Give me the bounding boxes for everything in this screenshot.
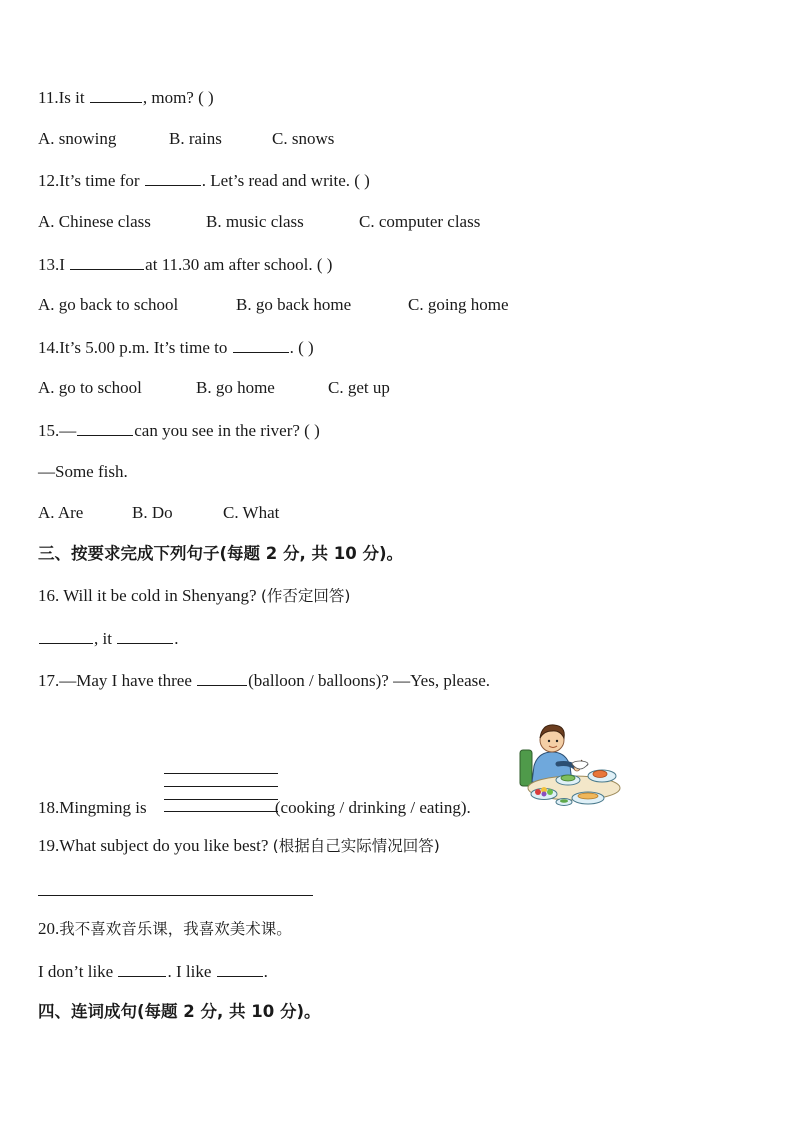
q15-options bbox=[38, 502, 279, 524]
question-18 bbox=[38, 797, 471, 819]
q12-option-c[interactable]: C. computer class bbox=[359, 212, 481, 231]
q15-answer: —Some fish. bbox=[38, 462, 128, 481]
q12-suffix: . Let’s read and write. ( ) bbox=[201, 171, 370, 190]
q12-options bbox=[38, 211, 480, 233]
q20-en-mid: . I like bbox=[167, 962, 216, 981]
q13-suffix: at 11.30 am after school. ( ) bbox=[145, 255, 333, 274]
q12-prefix: 12.It’s time for bbox=[38, 171, 144, 190]
q20-en-prefix: I don’t like bbox=[38, 962, 118, 981]
question-17 bbox=[38, 669, 490, 692]
q11-option-b[interactable]: B. rains bbox=[169, 129, 222, 148]
q11-option-c[interactable]: C. snows bbox=[272, 129, 335, 148]
q16-text: 16. Will it be cold in Shenyang? bbox=[38, 586, 261, 605]
q18-suffix: (cooking / drinking / eating). bbox=[274, 798, 471, 817]
q17-blank[interactable] bbox=[197, 669, 247, 686]
q15-suffix: can you see in the river? ( ) bbox=[134, 421, 320, 440]
q13-option-a[interactable]: A. go back to school bbox=[38, 295, 179, 314]
q16-answer-line bbox=[38, 627, 178, 650]
q14-prefix: 14.It’s 5.00 p.m. It’s time to bbox=[38, 338, 232, 357]
q20-num: 20. bbox=[38, 919, 60, 938]
q16-answer-mid: , it bbox=[94, 629, 117, 648]
q15-option-c[interactable]: C. What bbox=[223, 503, 280, 522]
q20-chinese: 我不喜欢音乐课，我喜欢美术课。 bbox=[59, 920, 292, 938]
q12-option-a[interactable]: A. Chinese class bbox=[38, 212, 151, 231]
q15-option-b[interactable]: B. Do bbox=[132, 503, 173, 522]
question-19 bbox=[38, 835, 440, 857]
q14-options bbox=[38, 377, 390, 399]
q17-prefix: 17.—May I have three bbox=[38, 671, 197, 690]
q11-options bbox=[38, 128, 334, 150]
q18-prefix: 18.Mingming is bbox=[38, 798, 151, 817]
q14-blank[interactable] bbox=[233, 336, 289, 353]
q20-answer-line bbox=[38, 960, 268, 983]
q19-text: 19.What subject do you like best? bbox=[38, 836, 273, 855]
q13-options bbox=[38, 294, 509, 316]
q14-option-c[interactable]: C. get up bbox=[328, 378, 390, 397]
q15-blank[interactable] bbox=[77, 419, 133, 436]
q14-option-a[interactable]: A. go to school bbox=[38, 378, 142, 397]
q12-blank[interactable] bbox=[145, 169, 201, 186]
q19-note: (根据自己实际情况回答) bbox=[272, 837, 440, 855]
question-11 bbox=[38, 86, 214, 109]
q15-prefix: 15.— bbox=[38, 421, 77, 440]
q15-option-a[interactable]: A. Are bbox=[38, 503, 84, 522]
question-20 bbox=[38, 918, 292, 940]
question-12 bbox=[38, 169, 370, 192]
q16-blank-2[interactable] bbox=[117, 627, 173, 644]
q11-prefix: 11.Is it bbox=[38, 88, 89, 107]
q13-blank[interactable] bbox=[70, 253, 144, 270]
q18-writing-line-1[interactable] bbox=[164, 773, 278, 774]
q20-blank-1[interactable] bbox=[118, 960, 166, 977]
section-4-title: 四、连词成句(每题 2 分, 共 10 分)。 bbox=[38, 1002, 321, 1021]
question-15 bbox=[38, 419, 320, 442]
question-14 bbox=[38, 336, 314, 359]
q18-writing-line-2[interactable] bbox=[164, 786, 278, 787]
section-3-title: 三、按要求完成下列句子(每题 2 分, 共 10 分)。 bbox=[38, 544, 404, 563]
q17-suffix: (balloon / balloons)? —Yes, please. bbox=[248, 671, 491, 690]
q11-option-a[interactable]: A. snowing bbox=[38, 129, 117, 148]
q20-blank-2[interactable] bbox=[217, 960, 263, 977]
q11-blank[interactable] bbox=[90, 86, 142, 103]
q13-prefix: 13.I bbox=[38, 255, 70, 274]
q14-option-b[interactable]: B. go home bbox=[196, 378, 275, 397]
q13-option-b[interactable]: B. go back home bbox=[236, 295, 352, 314]
q16-note: (作否定回答) bbox=[260, 587, 351, 605]
q19-answer-line[interactable] bbox=[38, 895, 313, 896]
q11-suffix: , mom? ( ) bbox=[142, 88, 214, 107]
q13-option-c[interactable]: C. going home bbox=[408, 295, 509, 314]
q16-answer-end: . bbox=[174, 629, 179, 648]
q16-blank-1[interactable] bbox=[39, 627, 93, 644]
q12-option-b[interactable]: B. music class bbox=[206, 212, 304, 231]
q20-en-end: . bbox=[263, 962, 268, 981]
q14-suffix: . ( ) bbox=[289, 338, 314, 357]
boy-eating-illustration bbox=[514, 716, 622, 810]
question-16 bbox=[38, 585, 350, 607]
question-13 bbox=[38, 253, 332, 276]
